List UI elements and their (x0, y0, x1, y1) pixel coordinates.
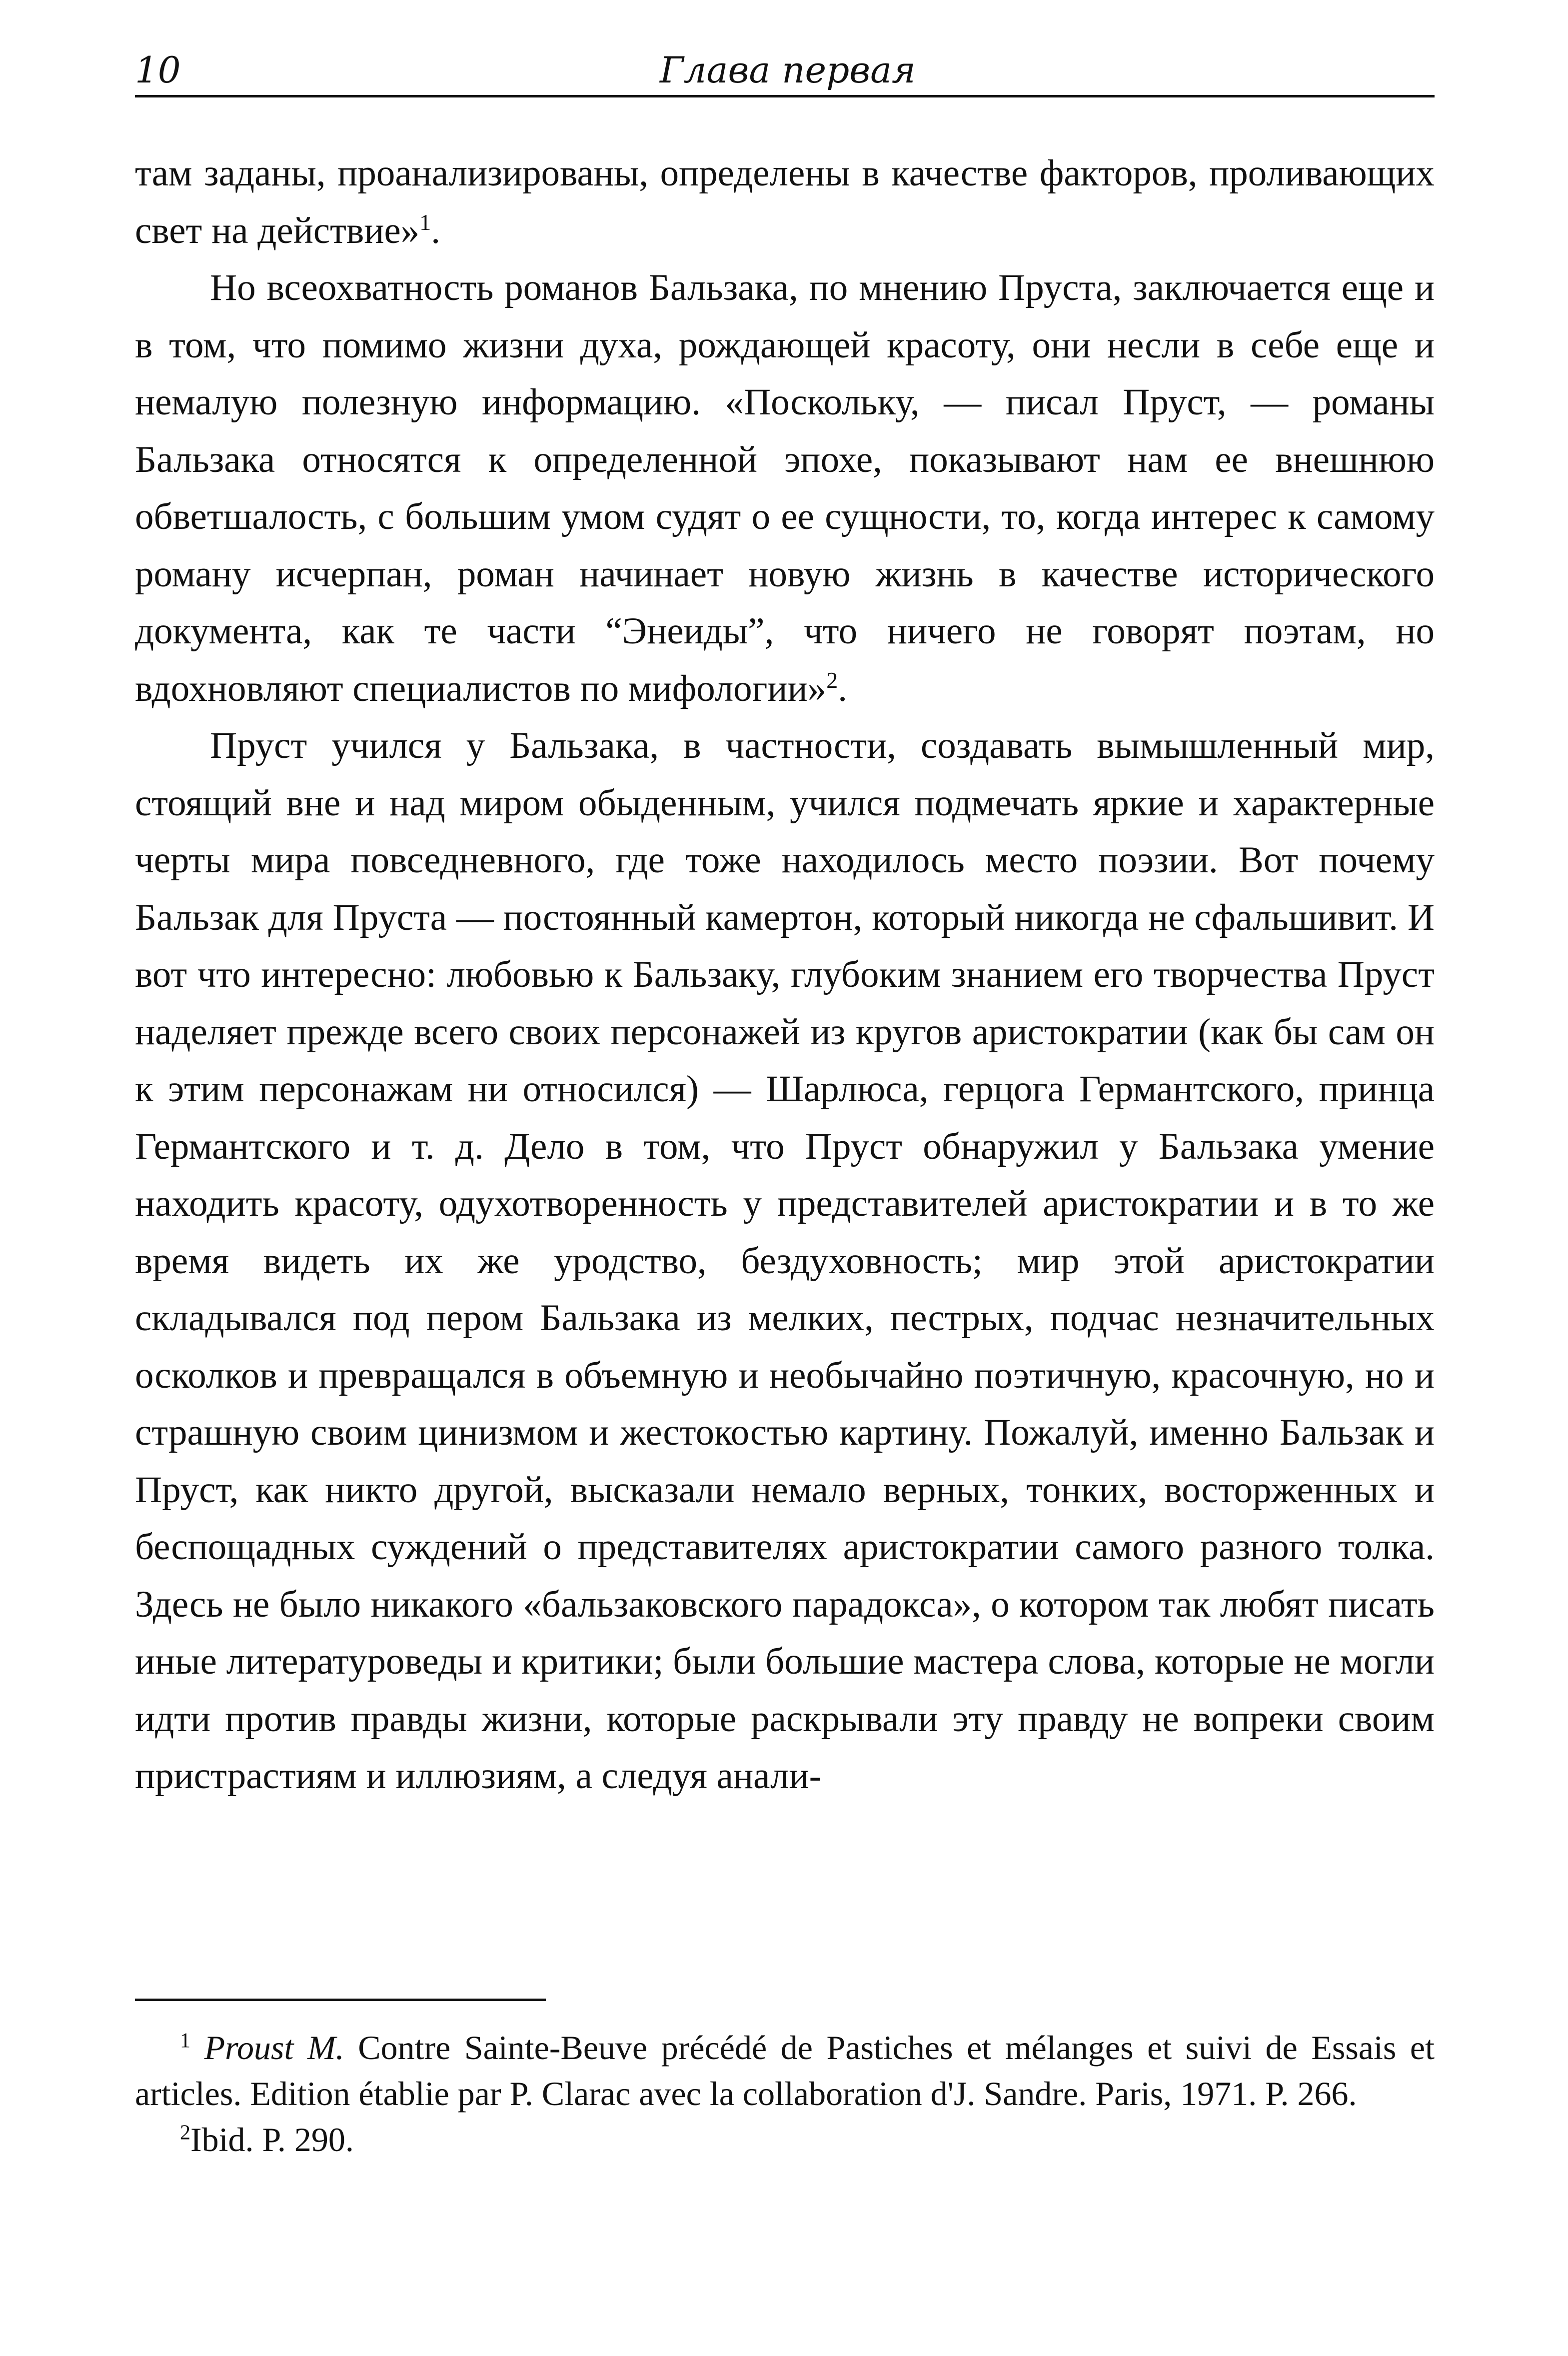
paragraph-text: Но всеохватность романов Бальзака, по мнению Пруста, заключается еще и в том, что помимо жизни духа, рождающей красоту, они несли в себе еще и немалую полезную информацию. «Поскольку, — писал Пруст, — романы Бальзака относятся к определенной эпохе, показывают нам ее внешнюю обветшалость, с большим умом судят о ее сущности, то, когда интерес к самому роману исчерпан, роман начинает новую жизнь в качестве исторического документа, как те части “Энеиды”, что ничего не говорят поэтам, но вдохновляют специалистов по мифологии» (135, 267, 1435, 709)
paragraph-text: . (838, 667, 847, 709)
body-text (135, 145, 1435, 1805)
footnote-separator (135, 1999, 546, 2001)
footnote-2 (135, 2117, 1435, 2163)
footnote-number: 2 (180, 2121, 190, 2145)
footnote-reference: 1 (419, 209, 431, 235)
paragraph-text: . (431, 209, 440, 251)
paragraph-1 (135, 145, 1435, 259)
footnote-text: Ibid. P. 290. (190, 2121, 354, 2159)
paragraph-text: там заданы, проанализированы, определены в качестве факторов, проливающих свет на действие» (135, 152, 1435, 251)
chapter-title: Глава первая (660, 49, 916, 91)
running-header (135, 47, 1435, 97)
paragraph-text: Пруст учился у Бальзака, в частности, создавать вымышленный мир, стоящий вне и над миром обыденным, учился подмечать яркие и характерные черты мира повседневного, где тоже находилось место поэзии. Вот почему Бальзак для Пруста — постоянный камертон, который никогда не сфальшивит. И вот что интересно: любовью к Бальзаку, глубоким знанием его творчества Пруст наделяет прежде всего своих персонажей из кругов аристократии (как бы сам он к этим персонажам ни относился) — Шарлюса, герцога Германтского, принца Германтского и т. д. Дело в том, что Пруст обнаружил у Бальзака умение находить красоту, одухотворенность у представителей аристократии и в то же время видеть их же уродство, бездуховность; мир этой аристократии складывался под пером Бальзака из мелких, пестрых, подчас незначительных осколков и превращался в объемную и необычайно поэтичную, красочную, но и страшную своим цинизмом и жестокостью картину. Пожалуй, именно Бальзак и Пруст, как никто другой, высказали немало верных, тонких, восторженных и беспощадных суждений о представителях аристократии самого разного толка. Здесь не было никакого «бальзаковского парадокса», о котором так любят писать иные литературоведы и критики; были большие мастера слова, которые не могли идти против правды жизни, которые раскрывали эту правду не вопреки своим пристрастиям и иллюзиям, а следуя анали- (135, 725, 1435, 1797)
footnote-author: Proust M. (204, 2029, 344, 2067)
page-number: 10 (135, 49, 181, 91)
footnote-reference: 2 (826, 667, 838, 693)
paragraph-2 (135, 259, 1435, 717)
paragraph-3 (135, 717, 1435, 1805)
footnote-text: Contre Sainte-Beuve précédé de Pastiches et mélanges et suivi de Essais et articles. Edition établie par P. Clarac avec la collaboration d'J. Sandre. Paris, 1971. P. 266. (135, 2029, 1435, 2113)
footnotes (135, 2025, 1435, 2163)
footnote-1 (135, 2025, 1435, 2117)
footnote-number: 1 (180, 2029, 190, 2053)
